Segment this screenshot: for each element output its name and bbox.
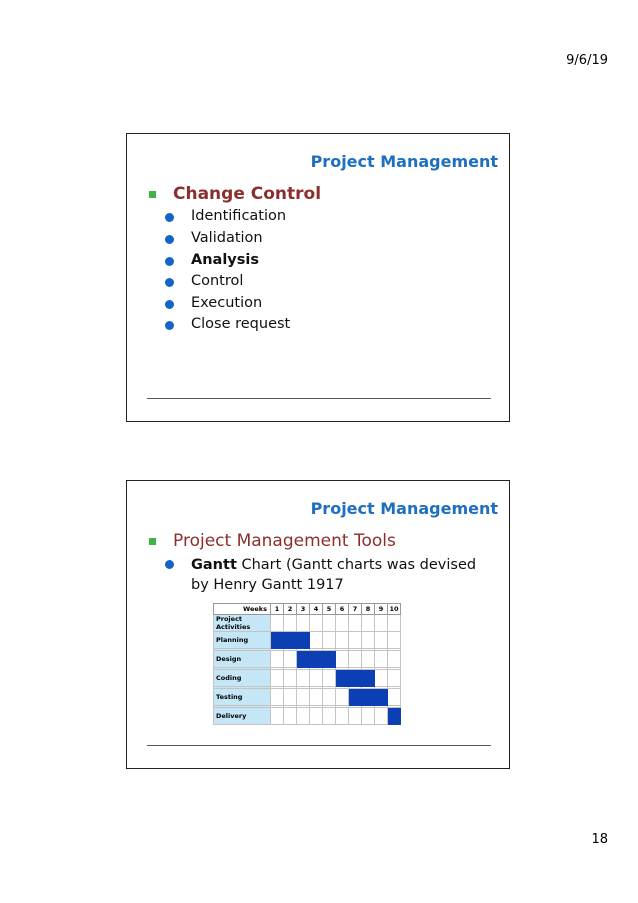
gantt-cell xyxy=(271,615,284,632)
slide-title: Project Management xyxy=(310,152,498,171)
gantt-cell xyxy=(375,651,388,668)
gantt-task-row xyxy=(214,632,401,649)
gantt-cell xyxy=(271,651,284,668)
gantt-term: Gantt xyxy=(191,557,237,573)
gantt-cell xyxy=(271,708,284,725)
slide-pm-tools xyxy=(126,480,510,769)
list-item-text: Analysis xyxy=(191,252,259,268)
gantt-week-label: 1 xyxy=(271,604,284,615)
gantt-bar-cell xyxy=(271,632,284,649)
gantt-bar-cell xyxy=(349,689,362,706)
gantt-cell xyxy=(284,689,297,706)
gantt-bar-cell xyxy=(362,670,375,687)
list-item-text: Execution xyxy=(191,295,263,311)
gantt-description-text: Chart (Gantt charts was devised by Henry Gantt 1917 xyxy=(191,557,477,593)
list-item-text: Close request xyxy=(191,316,291,332)
gantt-bar-cell xyxy=(310,651,323,668)
gantt-bar-cell xyxy=(375,689,388,706)
gantt-cell xyxy=(297,708,310,725)
gantt-task-name: Testing xyxy=(214,689,271,706)
slide-heading: Project Management Tools xyxy=(173,531,396,551)
heading-bullet xyxy=(149,531,396,551)
gantt-task-name: Coding xyxy=(214,670,271,687)
gantt-cell xyxy=(362,632,375,649)
gantt-cell xyxy=(388,670,401,687)
slide-heading: Change Control xyxy=(173,184,322,204)
dot-bullet-icon xyxy=(165,235,174,244)
gantt-cell xyxy=(375,708,388,725)
gantt-cell xyxy=(362,651,375,668)
gantt-cell xyxy=(362,708,375,725)
gantt-cell xyxy=(349,708,362,725)
gantt-cell xyxy=(284,670,297,687)
list-item xyxy=(165,295,262,311)
list-item xyxy=(165,230,263,246)
gantt-week-label: 6 xyxy=(336,604,349,615)
gantt-cell xyxy=(388,632,401,649)
gantt-cell xyxy=(323,708,336,725)
gantt-week-label: 4 xyxy=(310,604,323,615)
gantt-cell xyxy=(310,615,323,632)
gantt-week-label: 2 xyxy=(284,604,297,615)
page-date: 9/6/19 xyxy=(566,53,608,68)
gantt-header-row xyxy=(214,604,401,615)
slide-title: Project Management xyxy=(310,499,498,518)
gantt-cell xyxy=(388,651,401,668)
slide-change-control xyxy=(126,133,510,422)
square-bullet-icon xyxy=(149,191,156,198)
gantt-cell xyxy=(375,632,388,649)
heading-bullet xyxy=(149,184,321,204)
gantt-bar-cell xyxy=(284,632,297,649)
gantt-task-row xyxy=(214,651,401,668)
gantt-bar-cell xyxy=(297,632,310,649)
gantt-week-label: 5 xyxy=(323,604,336,615)
gantt-cell xyxy=(310,670,323,687)
gantt-cell xyxy=(284,708,297,725)
gantt-description xyxy=(191,555,491,595)
gantt-weeks-label: Weeks xyxy=(214,604,271,615)
gantt-week-label: 9 xyxy=(375,604,388,615)
gantt-cell xyxy=(388,615,401,632)
dot-bullet-icon xyxy=(165,560,174,569)
gantt-cell xyxy=(362,615,375,632)
square-bullet-icon xyxy=(149,538,156,545)
dot-bullet-icon xyxy=(165,257,174,266)
gantt-week-label: 10 xyxy=(389,605,399,613)
gantt-chart xyxy=(213,603,401,725)
gantt-cell xyxy=(336,615,349,632)
list-item-text: Control xyxy=(191,273,244,289)
gantt-bar-cell xyxy=(323,651,336,668)
gantt-bar-cell xyxy=(297,651,310,668)
gantt-cell xyxy=(297,689,310,706)
list-item xyxy=(165,208,286,224)
gantt-cell xyxy=(310,632,323,649)
gantt-subheader-row xyxy=(214,615,401,632)
gantt-cell xyxy=(297,615,310,632)
gantt-cell xyxy=(336,708,349,725)
list-item xyxy=(165,555,491,595)
gantt-cell xyxy=(297,670,310,687)
gantt-cell xyxy=(349,632,362,649)
list-item-text: Validation xyxy=(191,230,263,246)
gantt-task-row xyxy=(214,708,401,725)
gantt-cell xyxy=(349,615,362,632)
page-number: 18 xyxy=(591,832,608,847)
list-item-text: Identification xyxy=(191,208,287,224)
gantt-cell xyxy=(323,689,336,706)
gantt-week-label: 7 xyxy=(349,604,362,615)
gantt-task-name: Delivery xyxy=(214,708,271,725)
list-item xyxy=(165,273,243,289)
gantt-cell xyxy=(271,689,284,706)
dot-bullet-icon xyxy=(165,321,174,330)
gantt-cell xyxy=(323,670,336,687)
gantt-week-label: 8 xyxy=(362,604,375,615)
gantt-cell xyxy=(310,689,323,706)
gantt-cell xyxy=(323,632,336,649)
dot-bullet-icon xyxy=(165,278,174,287)
gantt-cell xyxy=(310,708,323,725)
list-item xyxy=(165,252,259,268)
gantt-cell xyxy=(284,651,297,668)
list-item xyxy=(165,316,290,332)
gantt-task-name: Planning xyxy=(214,632,271,649)
gantt-cell xyxy=(336,632,349,649)
dot-bullet-icon xyxy=(165,300,174,309)
gantt-cell xyxy=(375,615,388,632)
gantt-task-name: Design xyxy=(214,651,271,668)
dot-bullet-icon xyxy=(165,213,174,222)
gantt-week-label: 3 xyxy=(297,604,310,615)
gantt-cell xyxy=(336,689,349,706)
slide-divider xyxy=(147,745,491,746)
gantt-cell xyxy=(375,670,388,687)
gantt-bar-cell xyxy=(349,670,362,687)
gantt-cell xyxy=(323,615,336,632)
gantt-task-row xyxy=(214,689,401,706)
gantt-task-row xyxy=(214,670,401,687)
gantt-bar-cell xyxy=(336,670,349,687)
gantt-cell xyxy=(284,615,297,632)
gantt-cell xyxy=(336,651,349,668)
gantt-bar-cell xyxy=(362,689,375,706)
gantt-cell xyxy=(349,651,362,668)
gantt-cell xyxy=(388,689,401,706)
slide-divider xyxy=(147,398,491,399)
gantt-cell xyxy=(271,670,284,687)
gantt-activities-label: Project Activities xyxy=(214,615,271,632)
gantt-bar-cell xyxy=(388,708,401,725)
